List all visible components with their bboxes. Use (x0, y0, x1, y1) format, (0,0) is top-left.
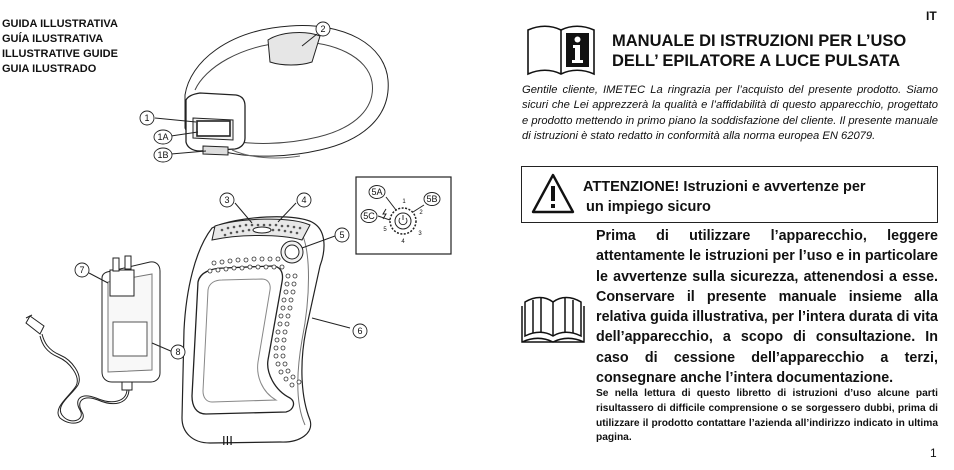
dial-number-5: 5 (383, 227, 387, 233)
callout-8: 8 (175, 347, 181, 357)
manual-title (612, 31, 906, 71)
callout-3: 3 (224, 195, 230, 205)
title-line-1: MANUALE DI ISTRUZIONI PER L’USO (612, 32, 907, 50)
warning-triangle-icon (530, 172, 576, 216)
epilator-front-view (182, 217, 324, 443)
safety-main-text: Prima di utilizzare l’apparecchio, leggere attentamente le istruzioni per l’uso e in particolare le avvertenze sulla sicurezza, attenendosi a esse. Conservare il presente manuale insieme alla relativa guida illustrativa, per l’intera durata di vita dell’apparecchio, a scopo di consultazione. In caso di cessione dell’apparecchio a terzi, consegnare anche l’intera documentazione. (596, 228, 938, 387)
guide-title-en: ILLUSTRATIVE GUIDE (2, 48, 118, 60)
callout-5b: 5B (426, 194, 438, 204)
read-manual-book-icon (521, 292, 585, 344)
left-page-number: III (222, 433, 233, 448)
dial-number-1: 1 (402, 199, 406, 205)
safety-note-text: Se nella lettura di questo libretto di istruzioni d’uso alcune parti risultassero di difficile comprensione o se sorgessero dubbi, prima di utilizzare il prodotto contattare l’azienda all’indirizzo indicato in ultima pagina. (596, 388, 938, 444)
warning-heading (583, 177, 866, 217)
product-illustration (0, 0, 470, 470)
callout-1b: 1B (157, 150, 169, 160)
dial-number-2: 2 (419, 210, 423, 216)
callout-6: 6 (357, 326, 363, 336)
right-page-number: 1 (930, 446, 937, 460)
warning-line-2: un impiego sicuro (586, 199, 711, 215)
guide-title-pt: GUIA ILUSTRADO (2, 63, 97, 75)
callout-5c: 5C (363, 211, 375, 221)
title-line-2: DELL’ EPILATORE A LUCE PULSATA (612, 52, 901, 70)
dial-number-3: 3 (418, 231, 422, 237)
info-manual-icon (525, 24, 597, 78)
callout-5a: 5A (371, 187, 383, 197)
guide-title-it: GUIDA ILLUSTRATIVA (2, 18, 118, 30)
dial-number-4: 4 (401, 239, 405, 245)
callout-2: 2 (320, 24, 326, 34)
warning-line-1: ATTENZIONE! Istruzioni e avvertenze per (583, 179, 866, 195)
epilator-side-view (185, 26, 388, 158)
callout-4: 4 (301, 195, 307, 205)
callout-7: 7 (79, 265, 85, 275)
guide-title-es: GUÍA ILUSTRATIVA (2, 33, 104, 45)
language-code: IT (926, 9, 937, 23)
callout-1: 1 (144, 113, 150, 123)
power-adapter (26, 256, 160, 423)
intro-paragraph: Gentile cliente, IMETEC La ringrazia per l’acquisto del presente prodotto. Siamo sicuri che Lei apprezzerà la qualità e l’affidabilità di questo apparecchio, progettato e prodotto mettendo in primo piano la soddisfazione del cliente. Il presente manuale di istruzioni è stato redatto in conformità alla norma europea EN 62079. (522, 84, 938, 143)
callout-1a: 1A (157, 132, 169, 142)
callout-5: 5 (339, 230, 345, 240)
